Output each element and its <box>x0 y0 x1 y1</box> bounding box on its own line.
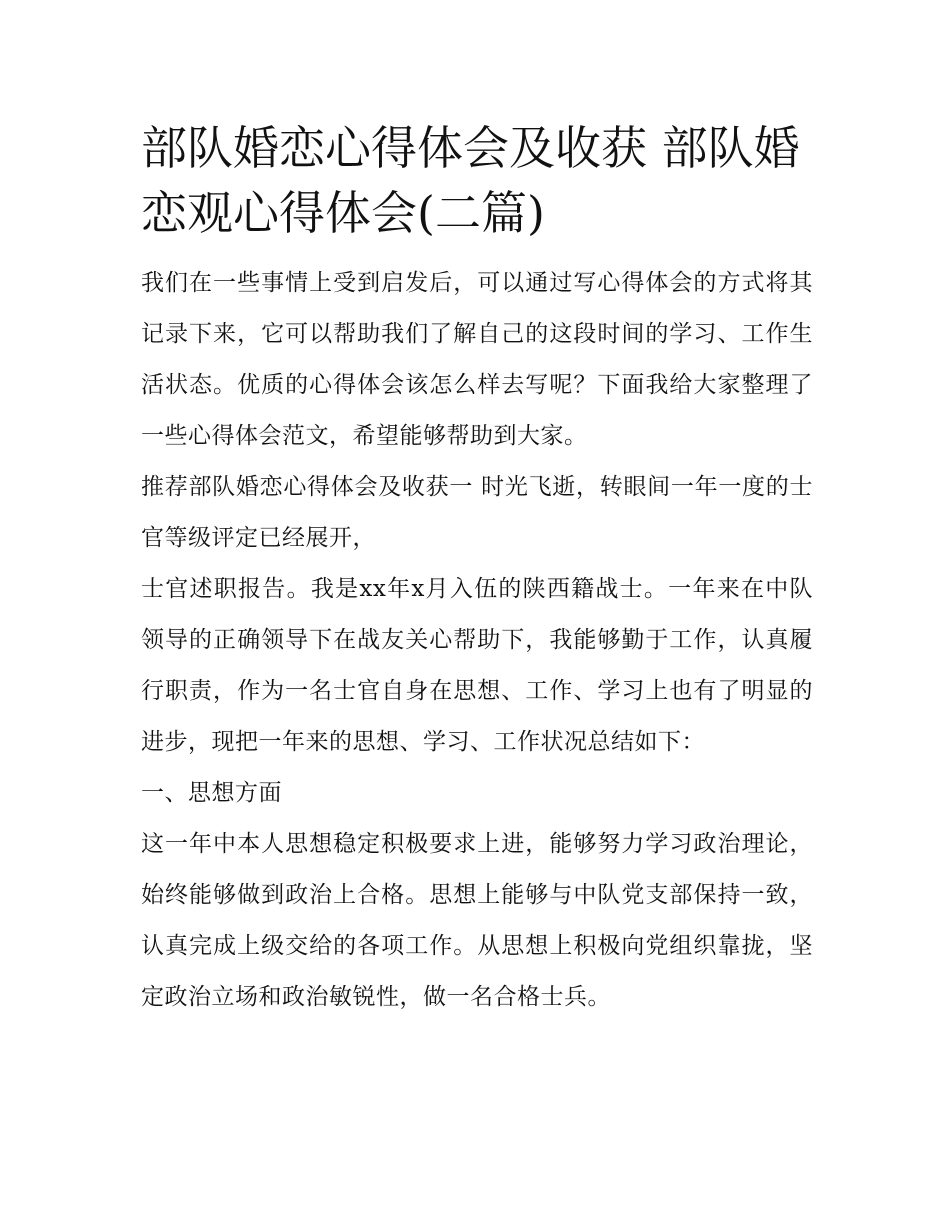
paragraph-report: 士官述职报告。我是xx年x月入伍的陕西籍战士。一年来在中队领导的正确领导下在战友关心帮助下，我能够勤于工作，认真履行职责，作为一名士官自身在思想、工作、学习上也有了明显的进步，现把一年来的思想、学习、工作状况总结如下： <box>141 576 813 755</box>
paragraph-intro: 我们在一些事情上受到启发后，可以通过写心得体会的方式将其记录下来，它可以帮助我们了解自己的这段时间的学习、工作生活状态。优质的心得体会该怎么样去写呢？下面我给大家整理了一些心得体会范文，希望能够帮助到大家。 <box>141 270 813 449</box>
section-heading-thought: 一、思想方面 <box>141 780 282 806</box>
paragraph-recommend: 推荐部队婚恋心得体会及收获一 时光飞逝，转眼间一年一度的士官等级评定已经展开， <box>141 474 813 551</box>
document-content <box>141 116 813 1023</box>
paragraph-thought: 这一年中本人思想稳定积极要求上进，能够努力学习政治理论，始终能够做到政治上合格。思想上能够与中队党支部保持一致，认真完成上级交给的各项工作。从思想上积极向党组织靠拢，坚定政治立场和政治敏锐性，做一名合格士兵。 <box>141 831 813 1010</box>
document-body <box>141 258 813 1023</box>
document-title: 部队婚恋心得体会及收获 部队婚恋观心得体会(二篇) <box>141 121 800 240</box>
